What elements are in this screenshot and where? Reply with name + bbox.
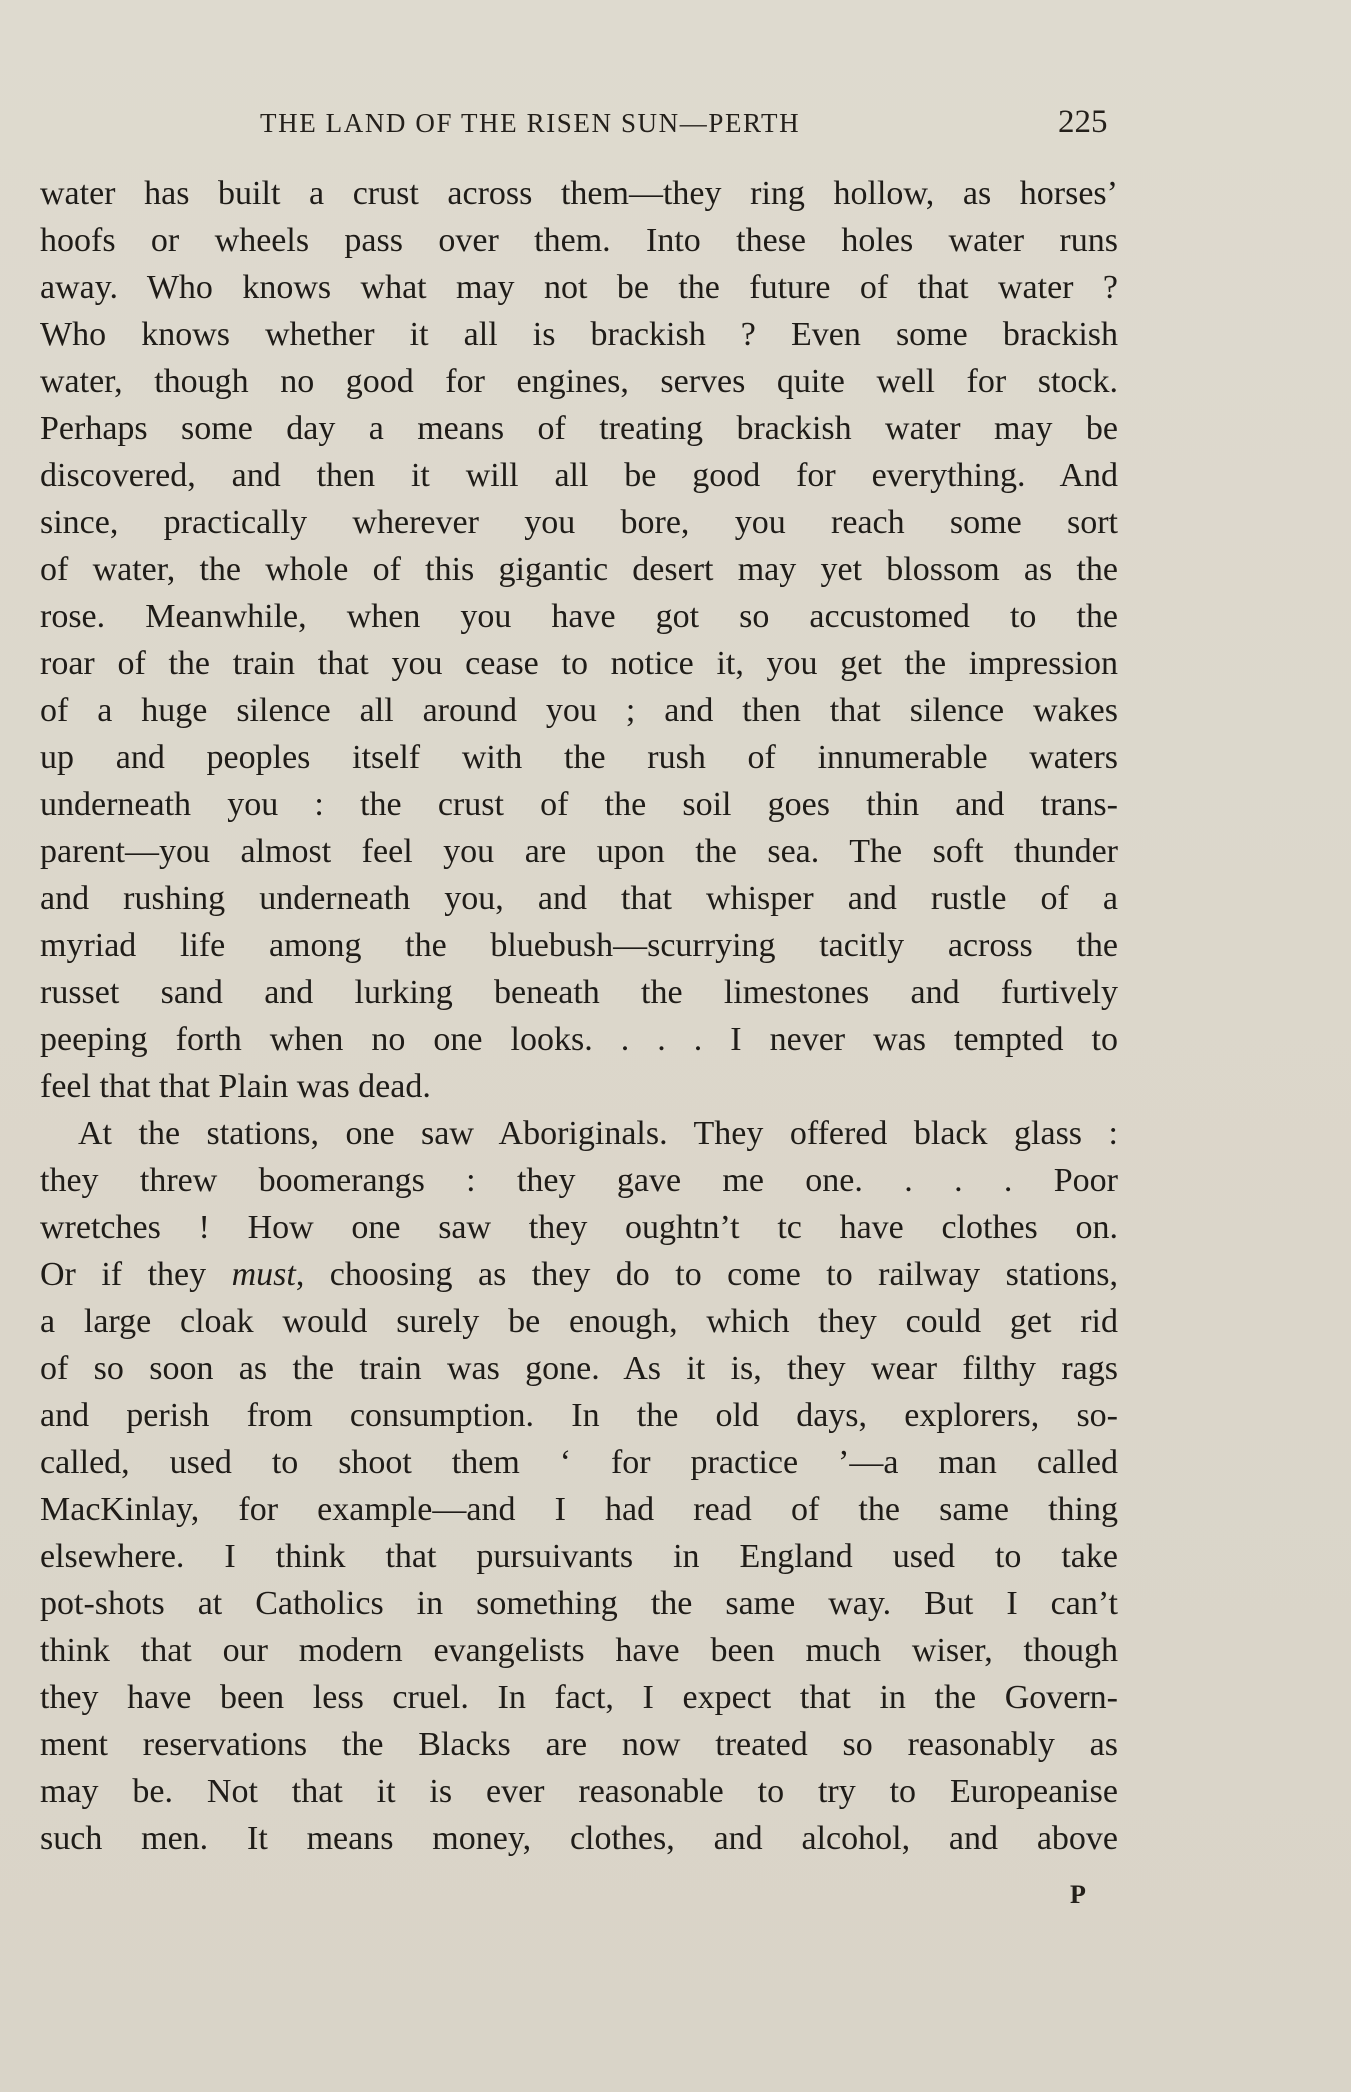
body-text bbox=[40, 170, 1118, 1862]
text-line: myriad life among the bluebush—scurrying tacitly across the bbox=[40, 927, 1118, 964]
emphasis: must bbox=[231, 1256, 296, 1293]
text-line: water, though no good for engines, serves quite well for stock. bbox=[40, 363, 1118, 400]
text-line: wretches ! How one saw they oughtn’t tc have clothes on. bbox=[40, 1209, 1118, 1246]
text-line: parent—you almost feel you are upon the sea. The soft thunder bbox=[40, 833, 1118, 870]
text-line: rose. Meanwhile, when you have got so accustomed to the bbox=[40, 598, 1118, 635]
text-line: called, used to shoot them ‘ for practice ’—a man called bbox=[40, 1444, 1118, 1481]
paragraph-start-line: At the stations, one saw Aboriginals. They offered black glass : bbox=[78, 1115, 1118, 1152]
text-line: they have been less cruel. In fact, I expect that in the Govern- bbox=[40, 1679, 1118, 1716]
text-line: and rushing underneath you, and that whisper and rustle of a bbox=[40, 880, 1118, 917]
text-line: underneath you : the crust of the soil goes thin and trans- bbox=[40, 786, 1118, 823]
text-line: russet sand and lurking beneath the limestones and furtively bbox=[40, 974, 1118, 1011]
text-line: up and peoples itself with the rush of innumerable waters bbox=[40, 739, 1118, 776]
text-line: since, practically wherever you bore, you reach some sort bbox=[40, 504, 1118, 541]
text-line-with-italic: Or if they must, choosing as they do to come to railway stations, bbox=[40, 1256, 1118, 1293]
text-line: away. Who knows what may not be the future of that water ? bbox=[40, 269, 1118, 306]
text-line: elsewhere. I think that pursuivants in England used to take bbox=[40, 1538, 1118, 1575]
text-line: think that our modern evangelists have been much wiser, though bbox=[40, 1632, 1118, 1669]
text-line: ment reservations the Blacks are now treated so reasonably as bbox=[40, 1726, 1118, 1763]
text-line: roar of the train that you cease to notice it, you get the impression bbox=[40, 645, 1118, 682]
text-line: Who knows whether it all is brackish ? Even some brackish bbox=[40, 316, 1118, 353]
text-line: and perish from consumption. In the old days, explorers, so- bbox=[40, 1397, 1118, 1434]
text-line: may be. Not that it is ever reasonable to try to Europeanise bbox=[40, 1773, 1118, 1810]
text-line: such men. It means money, clothes, and alcohol, and above bbox=[40, 1820, 1118, 1857]
page-number: 225 bbox=[1058, 104, 1108, 140]
text-line: water has built a crust across them—they ring hollow, as horses’ bbox=[40, 175, 1118, 212]
text-line: discovered, and then it will all be good for everything. And bbox=[40, 457, 1118, 494]
text-line: they threw boomerangs : they gave me one. . . . Poor bbox=[40, 1162, 1118, 1199]
running-head: THE LAND OF THE RISEN SUN—PERTH bbox=[260, 108, 801, 138]
text-line: pot-shots at Catholics in something the same way. But I can’t bbox=[40, 1585, 1118, 1622]
text-line: a large cloak would surely be enough, which they could get rid bbox=[40, 1303, 1118, 1340]
text-line: of so soon as the train was gone. As it is, they wear filthy rags bbox=[40, 1350, 1118, 1387]
text-line: Perhaps some day a means of treating brackish water may be bbox=[40, 410, 1118, 447]
text-line: of a huge silence all around you ; and then that silence wakes bbox=[40, 692, 1118, 729]
text-line: hoofs or wheels pass over them. Into these holes water runs bbox=[40, 222, 1118, 259]
text-line: of water, the whole of this gigantic desert may yet blossom as the bbox=[40, 551, 1118, 588]
signature-mark: P bbox=[1070, 1880, 1086, 1909]
paragraph-end-line: feel that that Plain was dead. bbox=[40, 1068, 431, 1105]
text-line: MacKinlay, for example—and I had read of the same thing bbox=[40, 1491, 1118, 1528]
text-line: peeping forth when no one looks. . . . I never was tempted to bbox=[40, 1021, 1118, 1058]
